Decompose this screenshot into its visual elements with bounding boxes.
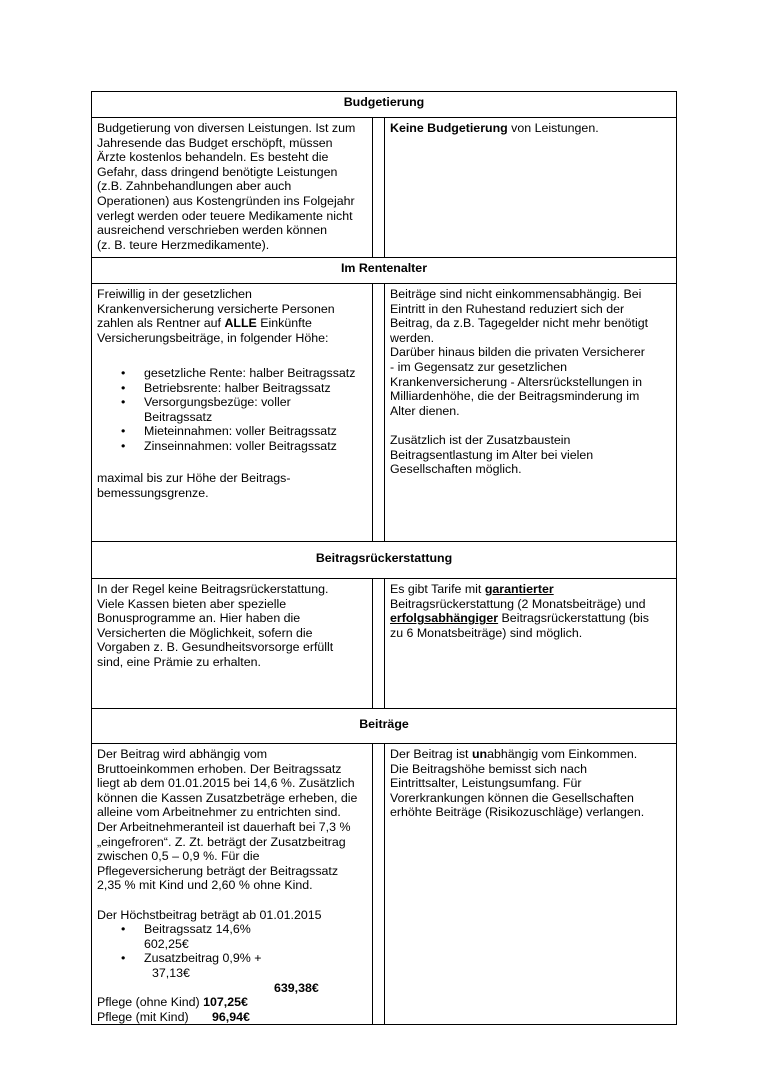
section-title: Im Rentenalter	[92, 258, 677, 284]
bold-text: un	[471, 747, 488, 761]
section-title: Beiträge	[92, 709, 677, 744]
section-title: Budgetierung	[92, 92, 677, 118]
list-item	[97, 395, 367, 424]
text-line: Eintrittsalter, Leistungsumfang. Für	[390, 776, 582, 791]
text: von Leistungen.	[507, 121, 599, 135]
text-line: (z. B. teure Herzmedikamente).	[97, 237, 270, 252]
bullet-list	[97, 366, 367, 454]
bold-text: 96,94€	[212, 1009, 250, 1024]
text-line: (z.B. Zahnbehandlungen aber auch	[97, 179, 292, 194]
text-line: zwischen 0,5 – 0,9 %. Für die	[97, 849, 260, 864]
item-amount: 602,25€	[144, 936, 189, 951]
text-line: Darüber hinaus bilden die privaten Versicherer	[390, 345, 645, 360]
bullet-list	[97, 922, 367, 980]
left-cell	[92, 118, 373, 258]
bold-text: ALLE	[224, 316, 257, 331]
column-gap	[373, 284, 385, 542]
text: Pflege (ohne Kind)	[97, 995, 204, 1010]
text-line: • Betriebsrente: halber Beitragssatz	[144, 380, 331, 395]
text-line	[97, 316, 367, 331]
bold-text: 107,25€	[203, 995, 248, 1010]
text-line: Eintritt in den Ruhestand reduziert sich der	[390, 301, 625, 316]
text-line: In der Regel keine Beitragsrückerstattung.	[97, 582, 329, 596]
section-row-beitragsrueckerstattung	[92, 579, 677, 709]
right-cell	[385, 118, 677, 258]
text-line: Zusätzlich ist der Zusatzbaustein	[390, 432, 571, 447]
text-line: bemessungsgrenze.	[97, 485, 209, 500]
bold-underlined-text: erfolgsabhängiger	[390, 611, 499, 626]
text-line	[97, 1010, 367, 1025]
text-line: • Zinseinnahmen: voller Beitragssatz	[144, 438, 337, 453]
bold-underlined-text: garantierter	[484, 582, 554, 596]
section-header-beitraege	[92, 709, 677, 744]
text-line: Operationen) aus Kostengründen ins Folgejahr	[97, 193, 355, 208]
text-line: Jahresende das Budget erschöpft, müssen	[97, 135, 333, 150]
text-line: können die Kassen Zusatzbeträge erheben, die	[97, 790, 358, 805]
section-row-budgetierung	[92, 118, 677, 258]
text-line: Krankenversicherung versicherte Personen	[97, 301, 335, 316]
text-line: Versicherungsbeiträge, in folgender Höhe:	[97, 330, 329, 345]
text-line: Beiträge sind nicht einkommensabhängig. Bei	[390, 287, 642, 301]
text-line	[390, 747, 671, 762]
text-line: liegt ab dem 01.01.2015 bei 14,6 %. Zusätzlich	[97, 776, 355, 791]
left-cell	[92, 744, 373, 1025]
text-line: Alter dienen.	[390, 403, 460, 418]
section-header-beitragsrueckerstattung	[92, 542, 677, 579]
text-line: alleine vom Arbeitnehmer zu entrichten sind.	[97, 805, 341, 820]
text-line: Ärzte kostenlos behandeln. Es besteht die	[97, 150, 329, 165]
text-line	[97, 995, 367, 1010]
text-line: maximal bis zur Höhe der Beitrags-	[97, 471, 291, 486]
list-item	[97, 951, 367, 980]
text-line: • Mieteinnahmen: voller Beitragssatz	[144, 424, 337, 439]
text-line: Der Beitrag wird abhängig vom	[97, 747, 268, 761]
text-line: Gefahr, dass dringend benötigte Leistungen	[97, 164, 338, 179]
left-cell	[92, 579, 373, 709]
right-cell	[385, 744, 677, 1025]
text-line: sind, eine Prämie zu erhalten.	[97, 654, 261, 669]
column-gap	[373, 579, 385, 709]
text-line: • gesetzliche Rente: halber Beitragssatz	[144, 365, 356, 380]
text-line: Bonusprogramme an. Hier haben die	[97, 611, 301, 626]
text: Es gibt Tarife mit	[390, 582, 485, 596]
sum-total: 639,38€	[274, 980, 319, 995]
text-line: Bruttoeinkommen erhoben. Der Beitragssatz	[97, 761, 342, 776]
list-item	[97, 439, 367, 454]
text-line: Beitragsrückerstattung (2 Monatsbeiträge) und	[390, 596, 646, 611]
comparison-table	[91, 91, 677, 1025]
text-line: Die Beitragshöhe bemisst sich nach	[390, 761, 587, 776]
item-label: • Zusatzbeitrag 0,9% +	[144, 951, 262, 966]
text-line: verlegt werden oder teuere Medikamente nicht	[97, 208, 353, 223]
left-cell	[92, 284, 373, 542]
text-line: Freiwillig in der gesetzlichen	[97, 287, 252, 301]
text-line: Versicherten die Möglichkeit, sofern die	[97, 625, 313, 640]
text-line: Der Arbeitnehmeranteil ist dauerhaft bei 7,3 %	[97, 819, 351, 834]
text-line: Pflegeversicherung beträgt der Beitragssatz	[97, 863, 339, 878]
list-item	[97, 381, 367, 396]
text-line: erhöhte Beiträge (Risikozuschläge) verlangen.	[390, 805, 645, 820]
text-line: Budgetierung von diversen Leistungen. Ist zum	[97, 121, 356, 135]
item-amount: 37,13€	[152, 965, 190, 980]
list-item	[97, 366, 367, 381]
text: Beitragsrückerstattung (bis	[498, 611, 649, 626]
text-line: 2,35 % mit Kind und 2,60 % ohne Kind.	[97, 878, 313, 893]
text-line: Beitragssatz	[144, 409, 213, 424]
item-label: • Beitragssatz 14,6%	[144, 922, 251, 937]
text: abhängig vom Einkommen.	[487, 747, 638, 761]
text-line: Gesellschaften möglich.	[390, 462, 522, 477]
text: Der Beitrag ist	[390, 747, 472, 761]
text-line: Vorgaben z. B. Gesundheitsvorsorge erfüllt	[97, 640, 334, 655]
section-row-beitraege	[92, 744, 677, 1025]
text-line	[390, 121, 671, 136]
section-title: Beitragsrückerstattung	[92, 542, 677, 579]
text-line: - im Gegensatz zur gesetzlichen	[390, 359, 567, 374]
text-line: Milliardenhöhe, die der Beitragsminderung im	[390, 389, 640, 404]
column-gap	[373, 118, 385, 258]
section-header-budgetierung	[92, 92, 677, 118]
text-line: Der Höchstbeitrag beträgt ab 01.01.2015	[97, 907, 322, 922]
text-line: zu 6 Monatsbeiträge) sind möglich.	[390, 625, 583, 640]
text-line: werden.	[390, 330, 435, 345]
right-cell	[385, 579, 677, 709]
bold-text: Keine Budgetierung	[390, 121, 508, 135]
section-header-rentenalter	[92, 258, 677, 284]
section-row-rentenalter	[92, 284, 677, 542]
text-line	[390, 611, 671, 626]
text-line: • Versorgungsbezüge: voller	[144, 395, 291, 410]
text-line: Krankenversicherung - Altersrückstellungen in	[390, 374, 643, 389]
text-line: „eingefroren“. Z. Zt. beträgt der Zusatzbeitrag	[97, 834, 346, 849]
text: zahlen als Rentner auf	[97, 316, 225, 331]
text: Einkünfte	[256, 316, 312, 331]
text-line: Vorerkrankungen können die Gesellschaften	[390, 790, 634, 805]
text-line: Beitrag, da z.B. Tagegelder nicht mehr benötigt	[390, 316, 649, 331]
text: Pflege (mit Kind)	[97, 1009, 189, 1024]
right-cell	[385, 284, 677, 542]
list-item	[97, 424, 367, 439]
column-gap	[373, 744, 385, 1025]
list-item	[97, 922, 367, 951]
text-line: Beitragsentlastung im Alter bei vielen	[390, 447, 594, 462]
text-line: ausreichend verschrieben werden können	[97, 223, 328, 238]
text-line: Viele Kassen bieten aber spezielle	[97, 596, 287, 611]
text-line	[390, 582, 671, 597]
